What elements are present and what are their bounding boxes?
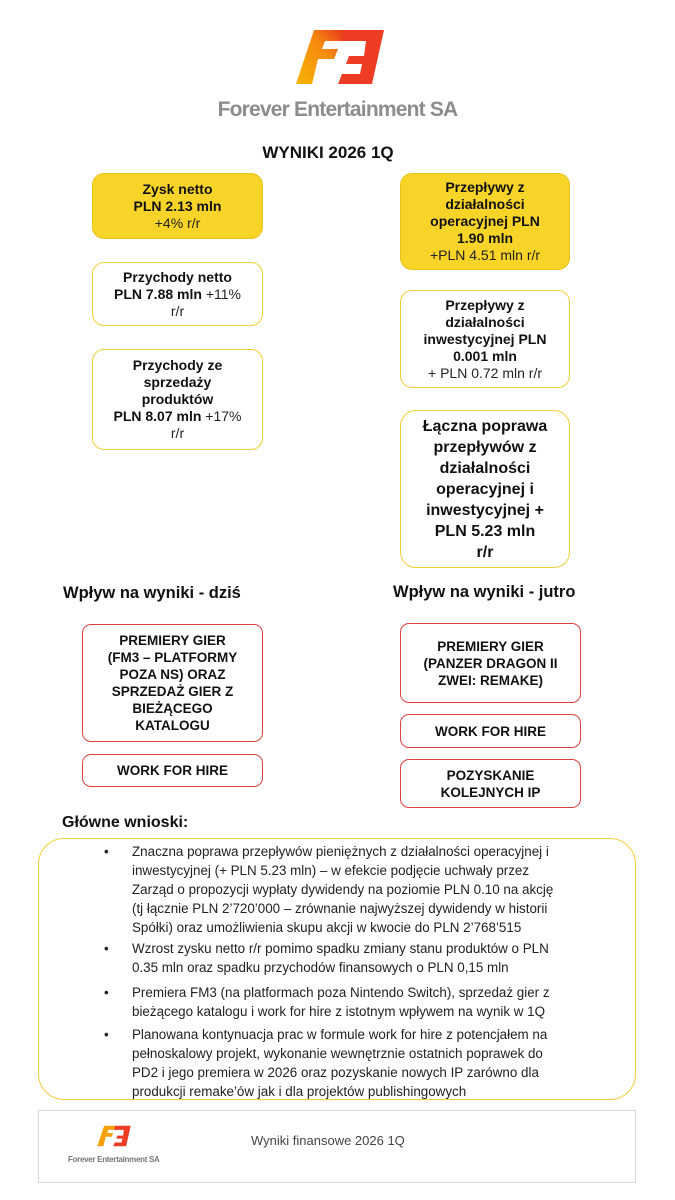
impact-tomorrow-game-releases: PREMIERY GIER (PANZER DRAGON II ZWEI: REMAKE): [400, 623, 581, 703]
impact-tomorrow-heading: Wpływ na wyniki - jutro: [393, 583, 576, 601]
page-title: WYNIKI 2026 1Q: [262, 143, 394, 162]
footer-logo-icon: [96, 1125, 132, 1147]
company-logo-icon: [294, 28, 386, 86]
impact-tomorrow-work-for-hire: WORK FOR HIRE: [400, 714, 581, 748]
company-name: Forever Entertainment SA: [217, 98, 458, 121]
bullet-icon: •: [104, 941, 109, 956]
footer-text: Wyniki finansowe 2026 1Q: [251, 1133, 405, 1148]
kpi-total-cashflow-improvement: Łączna poprawa przepływów z działalności operacyjnej i inwestycyjnej + PLN 5.23 mln r/r: [400, 410, 570, 568]
kpi-investing-cashflow: Przepływy z działalności inwestycyjnej PLN 0.001 mln + PLN 0.72 mln r/r: [400, 290, 570, 388]
footer-company-name: Forever Entertainment SA: [68, 1155, 160, 1164]
kpi-operating-cashflow: Przepływy z działalności operacyjnej PLN 1.90 mln +PLN 4.51 mln r/r: [400, 173, 570, 270]
bullet-icon: •: [104, 1027, 109, 1042]
conclusion-item: • Planowana kontynuacja prac w formule work for hire z potencjałem na pełnoskalowy projekt, wykonanie wewnętrznie ostatnich poprawek do PD2 i jego premiera w 2026 oraz pozyskanie nowych IP zarówno dla produkcji remake’ów jak i dla projektów publishingowych: [104, 1027, 548, 1099]
bullet-icon: •: [104, 985, 109, 1000]
impact-tomorrow-new-ip: POZYSKANIE KOLEJNYCH IP: [400, 759, 581, 808]
conclusion-item: • Wzrost zysku netto r/r pomimo spadku zmiany stanu produktów o PLN 0.35 mln oraz spadku przychodów finansowych o PLN 0,15 mln: [104, 941, 549, 975]
bullet-icon: •: [104, 844, 109, 859]
impact-today-game-releases: PREMIERY GIER (FM3 – PLATFORMY POZA NS) ORAZ SPRZEDAŻ GIER Z BIEŻĄCEGO KATALOGU: [82, 624, 263, 742]
conclusions-panel: [38, 838, 636, 1100]
impact-today-work-for-hire: WORK FOR HIRE: [82, 754, 263, 787]
conclusion-item: • Znaczna poprawa przepływów pieniężnych z działalności operacyjnej i inwestycyjnej (+ PLN 5.23 mln) – w efekcie podjęcie uchwały przez Zarząd o propozycji wypłaty dywidendy na poziomie PLN 0.10 na akcję (tj łącznie PLN 2’720’000 – zrównanie najwyższej dywidendy w historii Spółki) oraz umożliwienia skupu akcji w kwocie do PLN 2’768’515: [104, 844, 554, 935]
conclusions-heading: Główne wnioski:: [62, 814, 189, 831]
kpi-product-sales: Przychody ze sprzedaży produktów PLN 8.07 mln +17% r/r: [92, 349, 263, 450]
kpi-net-profit: Zysk netto PLN 2.13 mln +4% r/r: [92, 173, 263, 239]
kpi-net-revenue: Przychody netto PLN 7.88 mln +11% r/r: [92, 262, 263, 326]
impact-today-heading: Wpływ na wyniki - dziś: [63, 584, 241, 602]
conclusion-item: • Premiera FM3 (na platformach poza Nintendo Switch), sprzedaż gier z bieżącego katalogu i work for hire z istotnym wpływem na wynik w 1Q: [104, 985, 550, 1019]
